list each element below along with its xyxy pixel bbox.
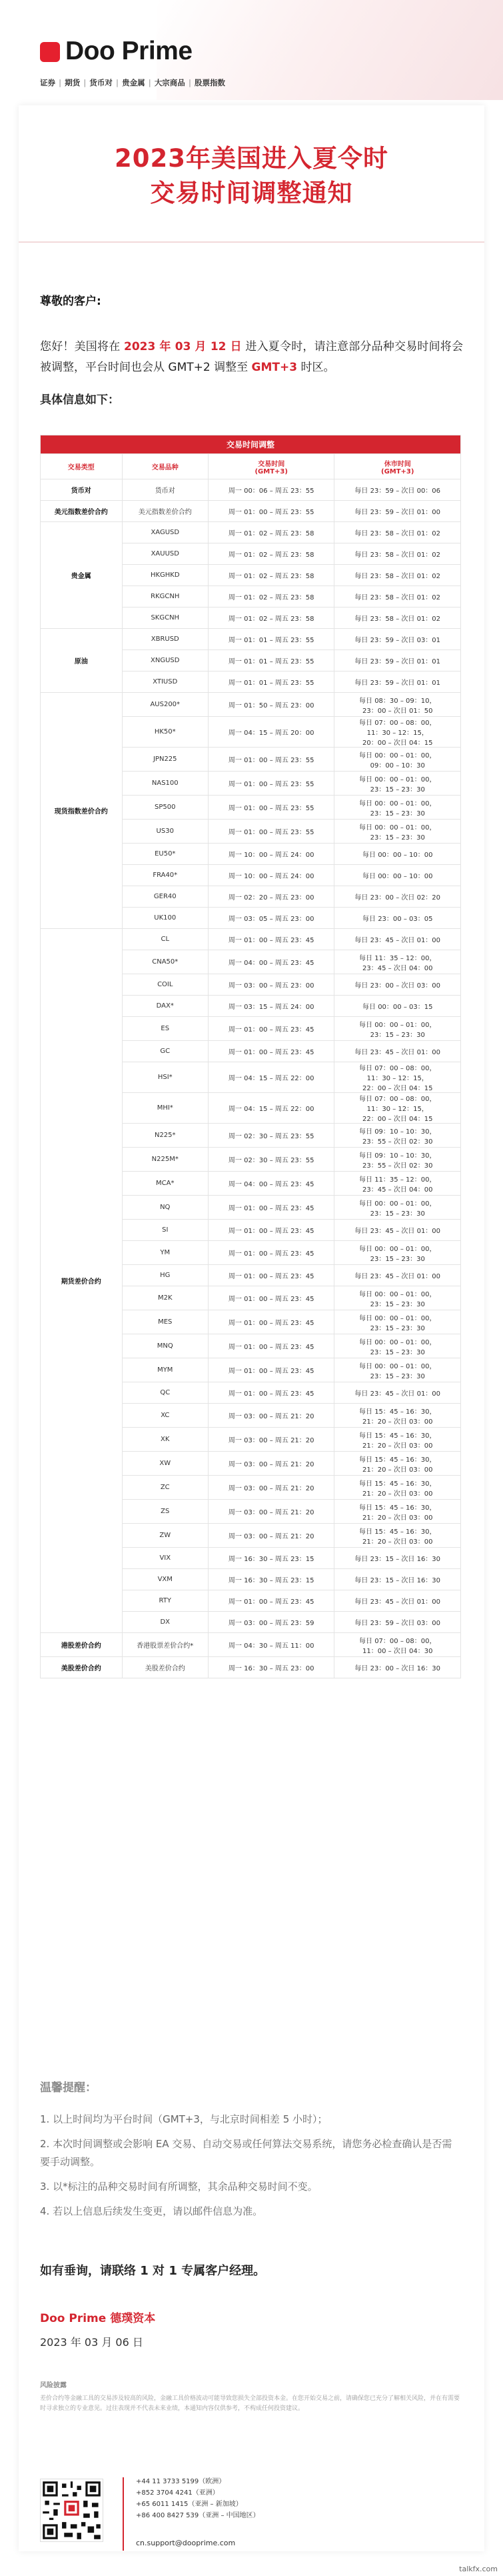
risk-title: 风险披露	[40, 2382, 67, 2389]
nav-separator: |	[148, 78, 151, 87]
symbol-cell: FRA40*	[122, 865, 208, 886]
symbol-cell: 香港股票差价合约*	[122, 1633, 208, 1657]
closing-hours-cell: 每日 09：10 – 10：30， 23：55 – 次日 02：30	[334, 1124, 461, 1148]
title-divider	[19, 241, 484, 243]
brand-name: Doo Prime	[65, 37, 193, 65]
closing-hours-cell: 每日 15：45 – 16：30， 21：20 – 次日 03：00	[334, 1404, 461, 1428]
symbol-cell: EU50*	[122, 844, 208, 865]
closing-hours-cell: 每日 23：58 – 次日 01：02	[334, 565, 461, 586]
trading-hours-cell: 周一 03：00 – 周五 21：20	[208, 1404, 334, 1428]
trading-hours-cell: 周一 03：00 – 周五 21：20	[208, 1524, 334, 1548]
closing-hours-cell: 每日 23：45 – 次日 01：00	[334, 1265, 461, 1286]
trading-hours-cell: 周一 02：20 – 周五 23：00	[208, 886, 334, 908]
closing-hours-cell: 每日 23：58 – 次日 01：02	[334, 586, 461, 607]
trading-hours-cell: 周一 01：00 – 周五 23：45	[208, 1310, 334, 1334]
closing-hours-cell: 每日 07：00 – 08：00， 11：30 – 12：15， 22：00 – 次日 04：15	[334, 1062, 461, 1093]
symbol-cell: 美元指数差价合约	[122, 501, 208, 522]
trading-hours-cell: 周一 04：30 – 周五 11：00	[208, 1633, 334, 1657]
trading-hours-cell: 周一 04：00 – 周五 23：45	[208, 1172, 334, 1196]
symbol-cell: SKGCNH	[122, 607, 208, 629]
note-item: 1. 以上时间均为平台时间（GMT+3，与北京时间相差 5 小时）；	[40, 2113, 328, 2125]
symbol-cell: RTY	[122, 1590, 208, 1612]
table-row	[41, 693, 461, 717]
trading-hours-cell: 周一 01：02 – 周五 23：58	[208, 586, 334, 607]
trading-hours-cell: 周一 01：00 – 周五 23：45	[208, 1241, 334, 1265]
closing-hours-cell: 每日 00：00 – 01：00， 23：15 – 23：30	[334, 1241, 461, 1265]
symbol-cell: XC	[122, 1404, 208, 1428]
trading-hours-cell: 周一 01：02 – 周五 23：58	[208, 522, 334, 543]
closing-hours-cell: 每日 00：00 – 01：00， 23：15 – 23：30	[334, 772, 461, 796]
symbol-cell: 美股差价合约	[122, 1657, 208, 1678]
trading-hours-cell: 周一 03：00 – 周五 21：20	[208, 1500, 334, 1524]
trading-hours-cell: 周一 01：00 – 周五 23：55	[208, 772, 334, 796]
symbol-cell: CL	[122, 929, 208, 950]
trading-hours-cell: 周一 01：00 – 周五 23：55	[208, 501, 334, 522]
trading-hours-cell: 周一 01：01 – 周五 23：55	[208, 650, 334, 672]
symbol-cell: MNQ	[122, 1334, 208, 1358]
nav-item[interactable]: 证券	[40, 78, 55, 87]
symbol-cell: XTIUSD	[122, 672, 208, 693]
closing-hours-cell: 每日 00：00 – 01：00， 09：00 – 10：30	[334, 748, 461, 772]
trading-hours-cell: 周一 10：00 – 周五 24：00	[208, 844, 334, 865]
symbol-cell: QC	[122, 1382, 208, 1404]
trading-hours-cell: 周一 01：00 – 周五 23：45	[208, 1196, 334, 1220]
symbol-cell: MYM	[122, 1358, 208, 1382]
closing-hours-cell: 每日 00：00 – 10：00	[334, 865, 461, 886]
nav-separator: |	[115, 78, 119, 87]
product-nav	[40, 77, 229, 88]
trading-hours-cell: 周一 03：15 – 周五 24：00	[208, 996, 334, 1017]
symbol-cell: CNA50*	[122, 950, 208, 974]
closing-hours-cell: 每日 23：45 – 次日 01：00	[334, 1220, 461, 1241]
closing-hours-cell: 每日 23：59 – 次日 01：01	[334, 672, 461, 693]
trading-hours-cell: 周一 03：00 – 周五 21：20	[208, 1428, 334, 1452]
closing-hours-cell: 每日 23：59 – 次日 03：00	[334, 1612, 461, 1633]
trading-hours-cell: 周一 01：02 – 周五 23：58	[208, 607, 334, 629]
closing-hours-cell: 每日 00：00 – 01：00， 23：15 – 23：30	[334, 1358, 461, 1382]
closing-hours-cell: 每日 23：59 – 次日 01：01	[334, 650, 461, 672]
closing-hours-cell: 每日 23：45 – 次日 01：00	[334, 929, 461, 950]
note-item: 4. 若以上信息后续发生变更，请以邮件信息为准。	[40, 2205, 263, 2217]
trading-hours-cell: 周一 01：00 – 周五 23：45	[208, 1358, 334, 1382]
closing-hours-cell: 每日 00：00 – 01：00， 23：15 – 23：30	[334, 820, 461, 844]
closing-hours-cell: 每日 23：00 – 次日 02：20	[334, 886, 461, 908]
trading-hours-cell: 周一 00：06 – 周五 23：55	[208, 479, 334, 501]
symbol-cell: XAGUSD	[122, 522, 208, 543]
schedule-table	[40, 435, 461, 1678]
title-line-2: 交易时间调整通知	[150, 179, 353, 207]
contact-line: 如有垂询，请联络 1 对 1 专属客户经理。	[40, 2264, 266, 2278]
column-header: 交易品种	[122, 454, 208, 479]
logo-icon	[40, 42, 60, 62]
closing-hours-cell: 每日 11：35 – 12：00， 23：45 – 次日 04：00	[334, 950, 461, 974]
symbol-cell: RKGCNH	[122, 586, 208, 607]
trading-hours-cell: 周一 01：01 – 周五 23：55	[208, 629, 334, 650]
symbol-cell: VIX	[122, 1548, 208, 1569]
trading-hours-cell: 周一 03：00 – 周五 21：20	[208, 1476, 334, 1500]
symbol-cell: MCA*	[122, 1172, 208, 1196]
support-email[interactable]: cn.support@dooprime.com	[136, 2539, 236, 2547]
column-header: 交易类型	[41, 454, 123, 479]
closing-hours-cell: 每日 07：00 – 08：00， 11：30 – 12：15， 22：00 – 次日 04：15	[334, 1093, 461, 1124]
closing-hours-cell: 每日 15：45 – 16：30， 21：20 – 次日 03：00	[334, 1500, 461, 1524]
symbol-cell: GER40	[122, 886, 208, 908]
trading-hours-cell: 周一 01：01 – 周五 23：55	[208, 672, 334, 693]
phone-number[interactable]: +852 3704 4241（亚洲）	[136, 2489, 219, 2497]
closing-hours-cell: 每日 23：58 – 次日 01：02	[334, 607, 461, 629]
symbol-cell: HG	[122, 1265, 208, 1286]
new-timezone: GMT+3	[251, 361, 298, 374]
trading-hours-cell: 周一 04：00 – 周五 23：45	[208, 950, 334, 974]
trading-hours-cell: 周一 16：30 – 周五 23：15	[208, 1548, 334, 1569]
nav-item[interactable]: 贵金属	[122, 78, 145, 87]
brand-logo[interactable]	[40, 37, 193, 66]
trading-hours-cell: 周一 01：00 – 周五 23：55	[208, 748, 334, 772]
symbol-cell: HKGHKD	[122, 565, 208, 586]
closing-hours-cell: 每日 00：00 – 10：00	[334, 844, 461, 865]
trading-hours-cell: 周一 03：05 – 周五 23：00	[208, 908, 334, 929]
nav-item[interactable]: 大宗商品	[154, 78, 185, 87]
trading-hours-cell: 周一 01：02 – 周五 23：58	[208, 543, 334, 565]
closing-hours-cell: 每日 15：45 – 16：30， 21：20 – 次日 03：00	[334, 1452, 461, 1476]
symbol-cell: GC	[122, 1041, 208, 1062]
trading-hours-cell: 周一 01：00 – 周五 23：45	[208, 1017, 334, 1041]
trading-hours-cell: 周一 16：30 – 周五 23：00	[208, 1657, 334, 1678]
intro-paragraph: 您好！美国将在 2023 年 03 月 12 日 进入夏令时，请注意部分品种交易时间将会被调整，平台时间也会从 GMT+2 调整至 GMT+3 时区。	[40, 340, 463, 374]
table-row	[41, 1633, 461, 1657]
trading-hours-cell: 周一 01：00 – 周五 23：45	[208, 1265, 334, 1286]
trading-hours-cell: 周一 01：50 – 周五 23：00	[208, 693, 334, 717]
symbol-cell: MHI*	[122, 1093, 208, 1124]
symbol-cell: N225M*	[122, 1148, 208, 1172]
symbol-cell: UK100	[122, 908, 208, 929]
phone-list	[136, 2476, 260, 2521]
trading-hours-cell: 周一 02：30 – 周五 23：55	[208, 1148, 334, 1172]
phone-number[interactable]: +86 400 8427 539（亚洲 – 中国地区）	[136, 2512, 260, 2519]
closing-hours-cell: 每日 15：45 – 16：30， 21：20 – 次日 03：00	[334, 1428, 461, 1452]
symbol-cell: HSI*	[122, 1062, 208, 1093]
signature: Doo Prime 德璞资本	[40, 2312, 156, 2325]
closing-hours-cell: 每日 00：00 – 01：00， 23：15 – 23：30	[334, 1196, 461, 1220]
closing-hours-cell: 每日 23：59 – 次日 01：00	[334, 501, 461, 522]
closing-hours-cell: 每日 00：00 – 01：00， 23：15 – 23：30	[334, 1017, 461, 1041]
trading-hours-cell: 周一 01：00 – 周五 23：55	[208, 796, 334, 820]
closing-hours-cell: 每日 23：00 – 次日 03：00	[334, 974, 461, 996]
qr-code[interactable]	[40, 2479, 103, 2542]
closing-hours-cell: 每日 15：45 – 16：30， 21：20 – 次日 03：00	[334, 1476, 461, 1500]
closing-hours-cell: 每日 09：10 – 10：30， 23：55 – 次日 02：30	[334, 1148, 461, 1172]
closing-hours-cell: 每日 11：35 – 12：00， 23：45 – 次日 04：00	[334, 1172, 461, 1196]
table-row	[41, 479, 461, 501]
column-header: 休市时间 (GMT+3)	[334, 454, 461, 479]
specs-heading: 具体信息如下：	[40, 393, 119, 407]
nav-item[interactable]: 股票指数	[195, 78, 226, 87]
title-line-1: 2023年美国进入夏令时	[115, 144, 388, 173]
symbol-cell: COIL	[122, 974, 208, 996]
table-row	[41, 501, 461, 522]
symbol-cell: M2K	[122, 1286, 208, 1310]
symbol-cell: DAX*	[122, 996, 208, 1017]
closing-hours-cell: 每日 23：45 – 次日 01：00	[334, 1590, 461, 1612]
closing-hours-cell: 每日 23：59 – 次日 03：01	[334, 629, 461, 650]
table-caption: 交易时间调整	[41, 435, 461, 454]
trade-type-cell: 美元指数差价合约	[41, 501, 123, 522]
closing-hours-cell: 每日 00：00 – 01：00， 23：15 – 23：30	[334, 1286, 461, 1310]
note-item: 2. 本次时间调整或会影响 EA 交易、自动交易或任何算法交易系统，请您务必检查确认是否需要手动调整。	[40, 2138, 452, 2168]
closing-hours-cell: 每日 00：00 – 01：00， 23：15 – 23：30	[334, 1310, 461, 1334]
table-row	[41, 929, 461, 950]
qr-code-icon	[41, 2479, 103, 2541]
trading-hours-cell: 周一 03：00 – 周五 21：20	[208, 1452, 334, 1476]
trading-hours-cell: 周一 01：00 – 周五 23：45	[208, 1334, 334, 1358]
closing-hours-cell: 每日 23：59 – 次日 00：06	[334, 479, 461, 501]
nav-separator: |	[59, 78, 62, 87]
table-row	[41, 522, 461, 543]
trading-hours-cell: 周一 01：00 – 周五 23：45	[208, 929, 334, 950]
closing-hours-cell: 每日 00：00 – 03：15	[334, 996, 461, 1017]
symbol-cell: US30	[122, 820, 208, 844]
closing-hours-cell: 每日 15：45 – 16：30， 21：20 – 次日 03：00	[334, 1524, 461, 1548]
nav-separator: |	[188, 78, 192, 87]
closing-hours-cell: 每日 00：00 – 01：00， 23：15 – 23：30	[334, 796, 461, 820]
column-header: 交易时间 (GMT+3)	[208, 454, 334, 479]
trade-type-cell: 期货差价合约	[41, 929, 123, 1633]
note-item: 3. 以*标注的品种交易时间有所调整，其余品种交易时间不变。	[40, 2181, 318, 2193]
closing-hours-cell: 每日 23：58 – 次日 01：02	[334, 543, 461, 565]
trading-hours-cell: 周一 04：15 – 周五 22：00	[208, 1093, 334, 1124]
table-row	[41, 629, 461, 650]
trade-type-cell: 美股差价合约	[41, 1657, 123, 1678]
symbol-cell: HK50*	[122, 717, 208, 748]
effective-date: 2023 年 03 月 12 日	[124, 340, 242, 353]
closing-hours-cell: 每日 23：45 – 次日 01：00	[334, 1041, 461, 1062]
table-header-row	[41, 454, 461, 479]
header	[0, 0, 503, 101]
trading-hours-cell: 周一 03：00 – 周五 23：00	[208, 974, 334, 996]
trading-hours-cell: 周一 01：00 – 周五 23：45	[208, 1041, 334, 1062]
trading-hours-cell: 周一 10：00 – 周五 24：00	[208, 865, 334, 886]
greeting: 尊敬的客户:	[40, 295, 101, 308]
symbol-cell: ZW	[122, 1524, 208, 1548]
trading-hours-cell: 周一 01：02 – 周五 23：58	[208, 565, 334, 586]
trading-hours-cell: 周一 04：15 – 周五 20：00	[208, 717, 334, 748]
table-row	[41, 1657, 461, 1678]
watermark: talkfx.com	[459, 2565, 498, 2573]
symbol-cell: AUS200*	[122, 693, 208, 717]
trading-hours-cell: 周一 01：00 – 周五 23：45	[208, 1382, 334, 1404]
trading-hours-cell: 周一 04：15 – 周五 22：00	[208, 1062, 334, 1093]
symbol-cell: 货币对	[122, 479, 208, 501]
symbol-cell: N225*	[122, 1124, 208, 1148]
closing-hours-cell: 每日 07：00 – 08：00， 11：00 – 次日 04：30	[334, 1633, 461, 1657]
closing-hours-cell: 每日 23：00 – 03：05	[334, 908, 461, 929]
trade-type-cell: 现货指数差价合约	[41, 693, 123, 929]
symbol-cell: XBRUSD	[122, 629, 208, 650]
closing-hours-cell: 每日 23：15 – 次日 16：30	[334, 1569, 461, 1590]
trade-type-cell: 港股差价合约	[41, 1633, 123, 1657]
risk-text: 差价合约等金融工具的交易涉及较高的风险，金融工具价格波动可能导致您损失全部投资本金。在您开始交易之前，请确保您已充分了解相关风险，并在有需要时寻求独立的专业意见。过往表现并不代表未来业绩，本通知内容仅供参考，不构成任何投资建议。	[40, 2395, 460, 2412]
nav-item[interactable]: 货币对	[89, 78, 113, 87]
nav-separator: |	[83, 78, 87, 87]
symbol-cell: NAS100	[122, 772, 208, 796]
symbol-cell: ZC	[122, 1476, 208, 1500]
phone-number[interactable]: +44 11 3733 5199（欧洲）	[136, 2478, 226, 2485]
phone-number[interactable]: +65 6011 1415（亚洲 – 新加坡）	[136, 2501, 243, 2508]
trading-hours-cell: 周一 01：00 – 周五 23：55	[208, 820, 334, 844]
trading-hours-cell: 周一 03：00 – 周五 23：59	[208, 1612, 334, 1633]
trading-hours-cell: 周一 01：00 – 周五 23：45	[208, 1286, 334, 1310]
symbol-cell: MES	[122, 1310, 208, 1334]
symbol-cell: XK	[122, 1428, 208, 1452]
symbol-cell: NQ	[122, 1196, 208, 1220]
closing-hours-cell: 每日 00：00 – 01：00， 23：15 – 23：30	[334, 1334, 461, 1358]
symbol-cell: ES	[122, 1017, 208, 1041]
closing-hours-cell: 每日 23：15 – 次日 16：30	[334, 1548, 461, 1569]
trading-hours-cell: 周一 01：00 – 周五 23：45	[208, 1220, 334, 1241]
notes-title: 温馨提醒：	[40, 2081, 97, 2095]
symbol-cell: XNGUSD	[122, 650, 208, 672]
symbol-cell: ZS	[122, 1500, 208, 1524]
closing-hours-cell: 每日 07：00 – 08：00， 11：30 – 12：15， 20：00 – 次日 04：15	[334, 717, 461, 748]
page-title	[0, 141, 503, 211]
symbol-cell: YM	[122, 1241, 208, 1265]
symbol-cell: VXM	[122, 1569, 208, 1590]
closing-hours-cell: 每日 23：45 – 次日 01：00	[334, 1382, 461, 1404]
nav-item[interactable]: 期货	[65, 78, 81, 87]
trade-type-cell: 原油	[41, 629, 123, 693]
symbol-cell: SI	[122, 1220, 208, 1241]
symbol-cell: JPN225	[122, 748, 208, 772]
closing-hours-cell: 每日 08：30 – 09：10， 23：00 – 次日 01：50	[334, 693, 461, 717]
symbol-cell: XAUUSD	[122, 543, 208, 565]
symbol-cell: XW	[122, 1452, 208, 1476]
trading-hours-cell: 周一 02：30 – 周五 23：55	[208, 1124, 334, 1148]
symbol-cell: SP500	[122, 796, 208, 820]
notice-date: 2023 年 03 月 06 日	[40, 2336, 143, 2349]
contact-divider	[123, 2477, 124, 2551]
closing-hours-cell: 每日 23：58 – 次日 01：02	[334, 522, 461, 543]
trading-hours-cell: 周一 16：30 – 周五 23：15	[208, 1569, 334, 1590]
trade-type-cell: 贵金属	[41, 522, 123, 629]
closing-hours-cell: 每日 23：00 – 次日 16：30	[334, 1657, 461, 1678]
notes-list	[40, 2111, 460, 2227]
trade-type-cell: 货币对	[41, 479, 123, 501]
trading-hours-cell: 周一 01：00 – 周五 23：45	[208, 1590, 334, 1612]
symbol-cell: DX	[122, 1612, 208, 1633]
